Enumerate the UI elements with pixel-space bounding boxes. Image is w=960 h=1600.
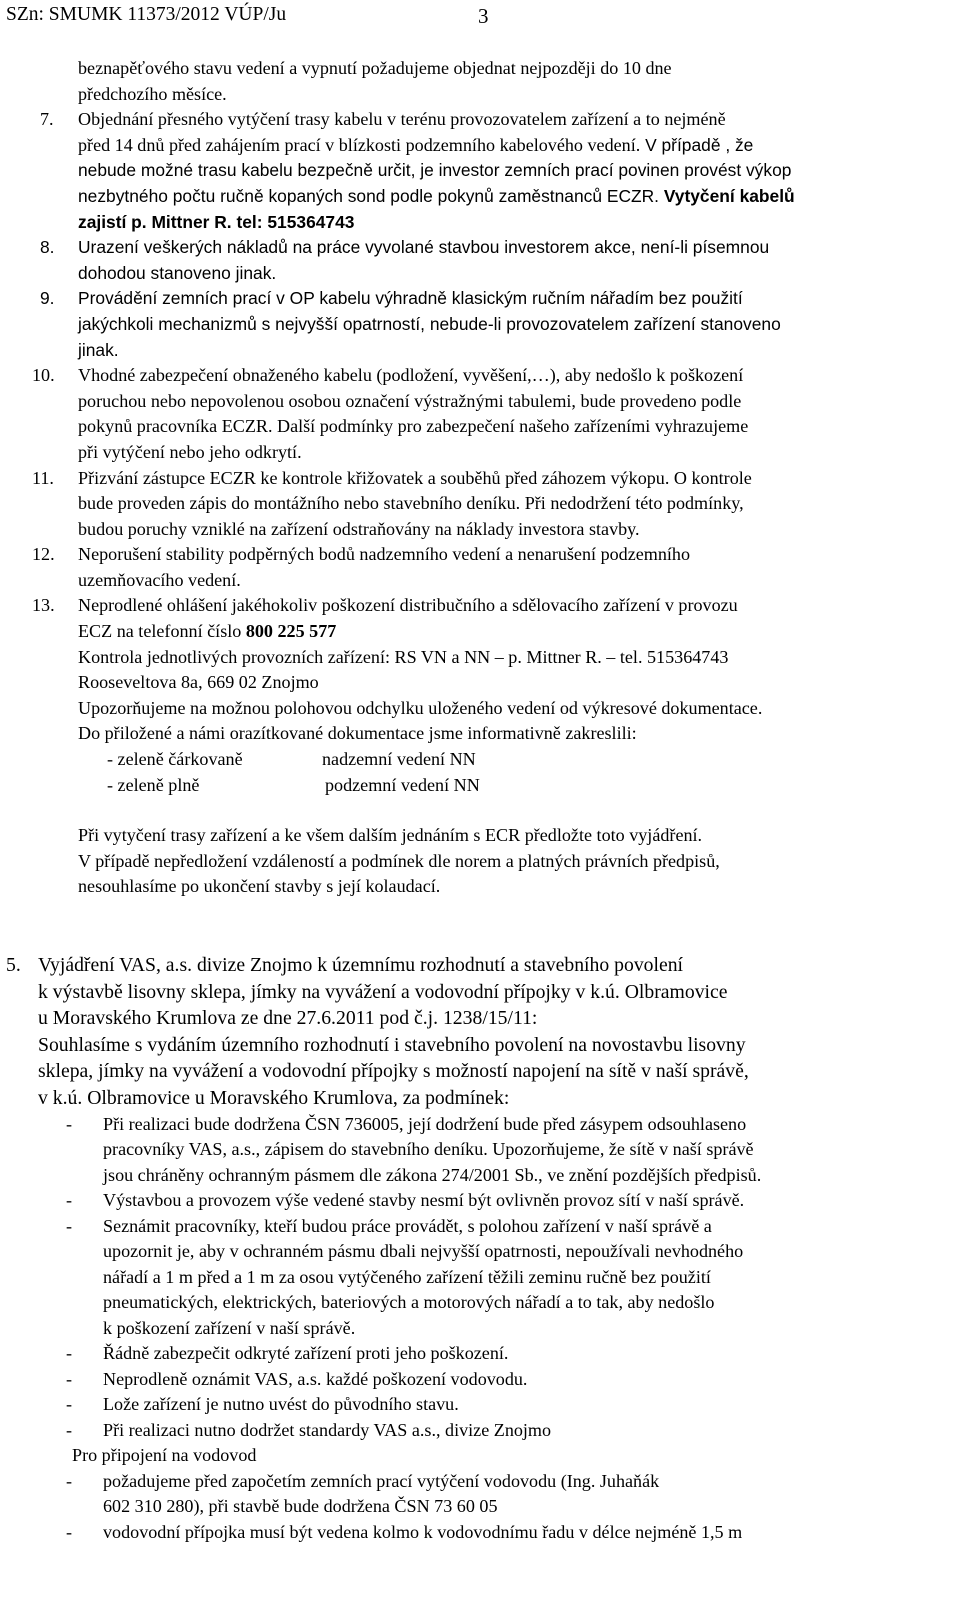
legend-key: - zeleně čárkovaně (107, 749, 243, 770)
condition-item-9 (0, 286, 960, 363)
item-line: Neprodlené ohlášení jakéhokoliv poškození distribučního a sdělovacího zařízení v provozu (78, 595, 738, 616)
item-number: 7. (40, 109, 54, 130)
item-number: 11. (32, 467, 54, 488)
notice-line: Při vytyčení trasy zařízení a ke všem dalším jednáním s ECR předložte toto vyjádření. (78, 825, 703, 846)
condition-item-8 (0, 235, 960, 286)
spacer (0, 798, 960, 823)
item-line: ECZ na telefonní číslo 800 225 577 (78, 621, 337, 642)
item-line: poruchou nebo nepovolenou osobou označení výstražnými tabulemi, bude provedeno podle (78, 390, 742, 411)
condition-bullet: - požadujeme před započetím zemních prací vytýčení vodovodu (Ing. Juhaňák 602 310 280), při stavbě bude dodržena ČSN 73 60 05 (66, 1470, 660, 1517)
contact-line: Kontrola jednotlivých provozních zařízení: RS VN a NN – p. Mittner R. – tel. 515364743 (78, 646, 729, 667)
item-line: uzemňovacího vedení. (78, 569, 241, 590)
intro-line: předchozího měsíce. (78, 83, 227, 104)
item-line: Objednání přesného vytýčení trasy kabelu v terénu provozovatelem zařízení a to nejméně (78, 109, 726, 130)
item-number: 12. (32, 544, 55, 565)
condition-item-11 (0, 466, 960, 543)
heading-line: k výstavbě lisovny sklepa, jímky na vyvážení a vodovodní přípojky v k.ú. Olbramovice (38, 980, 728, 1003)
paragraph-line: Souhlasíme s vydáním územního rozhodnutí i stavebního povolení na novostavbu lisovny (38, 1033, 746, 1056)
heading-line: u Moravského Krumlova ze dne 27.6.2011 pod č.j. 1238/15/11: (38, 1007, 538, 1030)
item-line: Přizvání zástupce ECZR ke kontrole křižovatek a souběhů před záhozem výkopu. O kontrole (78, 467, 752, 488)
notice-line: Do přiložené a námi orazítkované dokumentace jsme informativně zakreslili: (78, 723, 637, 744)
item-number: 9. (40, 288, 55, 309)
item-line: Neporušení stability podpěrných bodů nadzemního vedení a nenarušení podzemního (78, 544, 691, 565)
legend-value: podzemní vedení NN (325, 774, 480, 795)
section-heading (0, 952, 960, 1032)
subheading: Pro připojení na vodovod (72, 1445, 257, 1466)
item-line: nezbytného počtu ručně kopaných sond podle pokynů zaměstnanců ECZR. Vytyčení kabelů (78, 185, 795, 206)
legend-row (0, 747, 960, 773)
conditions-section (0, 56, 960, 900)
legend-value: nadzemní vedení NN (322, 749, 476, 770)
item-line: Vhodné zabezpečení obnaženého kabelu (podložení, vyvěšení,…), aby nedošlo k poškození (78, 365, 744, 386)
paragraph-line: sklepa, jímky na vyvážení a vodovodní přípojky s možností napojení na sítě v naší správě, (38, 1060, 749, 1083)
notice-line: V případě nepředložení vzdáleností a podmínek dle norem a platných právních předpisů, (78, 850, 720, 871)
condition-item-10 (0, 363, 960, 465)
notice-line: Upozorňujeme na možnou polohovou odchylku uloženého vedení od výkresové dokumentace. (78, 697, 763, 718)
condition-bullet: - Neprodleně oznámit VAS, a.s. každé poškození vodovodu. (66, 1368, 528, 1389)
condition-bullet: - Při realizaci nutno dodržet standardy VAS a.s., divize Znojmo (66, 1419, 552, 1440)
phone-number: 800 225 577 (245, 621, 337, 642)
condition-item-12 (0, 542, 960, 593)
condition-bullet: - Seznámit pracovníky, kteří budou práce provádět, s polohou zařízení v naší správě a upozornit je, aby v ochranném pásmu dbali nejvyšší opatrnosti, nepoužívali nevhodného nářadí a 1 m před a 1 m za osou vytýčeného zařízení těžili zeminu ručně bez použití pneumatických, elektrických, bateriových a motorových nářadí a to tak, aby nedošlo k poškození zařízení v naší správě. (66, 1215, 744, 1338)
legend-row (0, 773, 960, 799)
contact-line: zajistí p. Mittner R. tel: 515364743 (78, 211, 355, 232)
item-line: dohodou stanoveno jinak. (78, 262, 277, 283)
paragraph-line: v k.ú. Olbramovice u Moravského Krumlova, za podmínek: (38, 1086, 510, 1109)
item-line: před 14 dnů před zahájením prací v blízkosti podzemního kabelového vedení. V případě , že (78, 134, 754, 155)
item-line: bude proveden zápis do montážního nebo stavebního deníku. Při nedodržení této podmínky, (78, 493, 744, 514)
condition-bullet: - Lože zařízení je nutno uvést do původního stavu. (66, 1394, 459, 1415)
item-line: pokynů pracovníka ECZR. Další podmínky pro zabezpečení našeho zařízeními vyhrazujeme (78, 416, 749, 437)
page-number: 3 (478, 4, 489, 28)
item-number: 8. (40, 237, 55, 258)
item-line: jakýchkoli mechanizmů s nejvyšší opatrností, nebude-li provozovatelem zařízení stanoveno (78, 313, 781, 334)
condition-bullet: - Řádně zabezpečit odkryté zařízení proti jeho poškození. (66, 1343, 509, 1364)
vas-section (0, 952, 960, 1545)
section-number: 5. (6, 954, 21, 976)
item-number: 13. (32, 595, 55, 616)
condition-bullet: - vodovodní přípojka musí být vedena kolmo k vodovodnímu řadu v délce nejméně 1,5 m (66, 1521, 743, 1542)
condition-bullet: - Výstavbou a provozem výše vedené stavby nesmí být ovlivněn provoz sítí v naší správě. (66, 1190, 745, 1211)
condition-item-7 (0, 107, 960, 209)
address-line: Rooseveltova 8a, 669 02 Znojmo (78, 672, 319, 693)
heading-line: Vyjádření VAS, a.s. divize Znojmo k územnímu rozhodnutí a stavebního povolení (38, 954, 684, 976)
notice-line: nesouhlasíme po ukončení stavby s její kolaudací. (78, 876, 441, 897)
condition-item-13 (0, 593, 960, 644)
item-line: budou poruchy vzniklé na zařízení odstraňovány na náklady investora stavby. (78, 518, 640, 539)
legend-key: - zeleně plně (107, 774, 200, 795)
item-line: Urazení veškerých nákladů na práce vyvolané stavbou investorem akce, není-li písemnou (78, 237, 770, 258)
document-reference: SZn: SMUMK 11373/2012 VÚP/Ju (6, 4, 287, 25)
item-line: při vytýčení nebo jeho odkrytí. (78, 441, 302, 462)
condition-bullet: - Při realizaci bude dodržena ČSN 736005, její dodržení bude před zásypem odsouhlaseno pracovníky VAS, a.s., zápisem do stavebního deníku. Upozorňujeme, že sítě v naší správě jsou chráněny ochranným pásmem dle zákona 274/2001 Sb., ve znění pozdějších předpisů. (66, 1113, 762, 1185)
consent-paragraph (0, 1032, 960, 1112)
item-line: nebude možné trasu kabelu bezpečně určit, je investor zemních prací povinen provést výkop (78, 160, 792, 181)
item-line: jinak. (78, 339, 119, 360)
item-number: 10. (32, 365, 55, 386)
intro-line: beznapěťového stavu vedení a vypnutí požadujeme objednat nejpozději do 10 dne (78, 58, 672, 78)
item-line: Provádění zemních prací v OP kabelu výhradně klasickým ručním nářadím bez použití (78, 288, 743, 309)
